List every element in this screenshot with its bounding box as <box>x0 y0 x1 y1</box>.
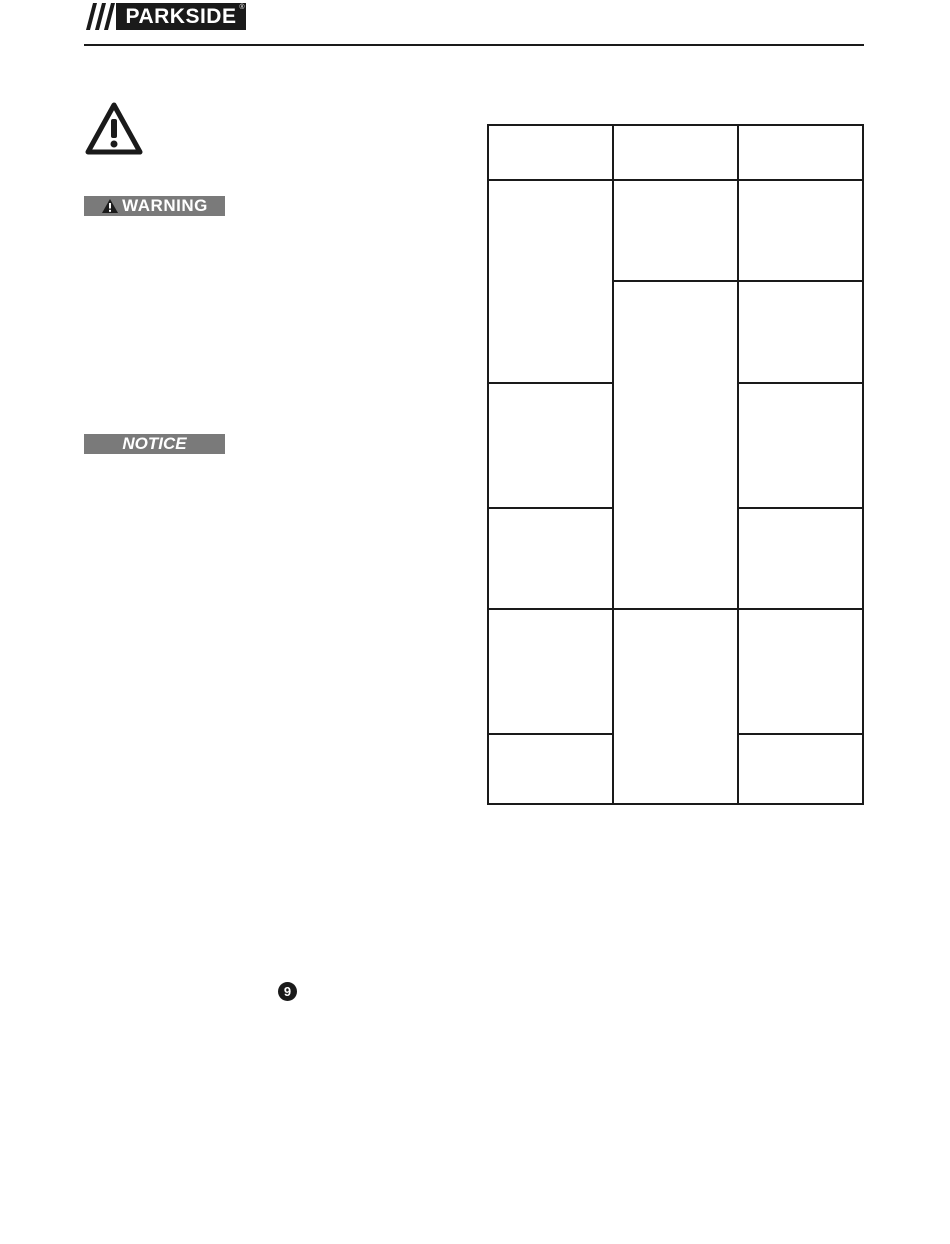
warning-triangle-icon <box>84 101 144 156</box>
notice-text: NOTICE <box>122 434 187 453</box>
table-border <box>488 125 863 804</box>
troubleshooting-table <box>487 124 864 805</box>
reference-number-badge: 9 <box>278 982 297 1001</box>
warning-text: WARNING <box>122 196 208 215</box>
brand-name: PARKSIDE <box>125 4 237 28</box>
warning-signal-label <box>84 196 225 216</box>
brand-logo <box>84 3 246 30</box>
header-divider <box>84 44 864 46</box>
table-grid-lines <box>487 124 864 805</box>
alert-triangle-icon <box>101 198 119 214</box>
brand-wordmark <box>116 3 246 30</box>
logo-slashes-icon <box>84 3 116 30</box>
registered-mark: ® <box>239 4 245 11</box>
notice-signal-label <box>84 434 225 454</box>
